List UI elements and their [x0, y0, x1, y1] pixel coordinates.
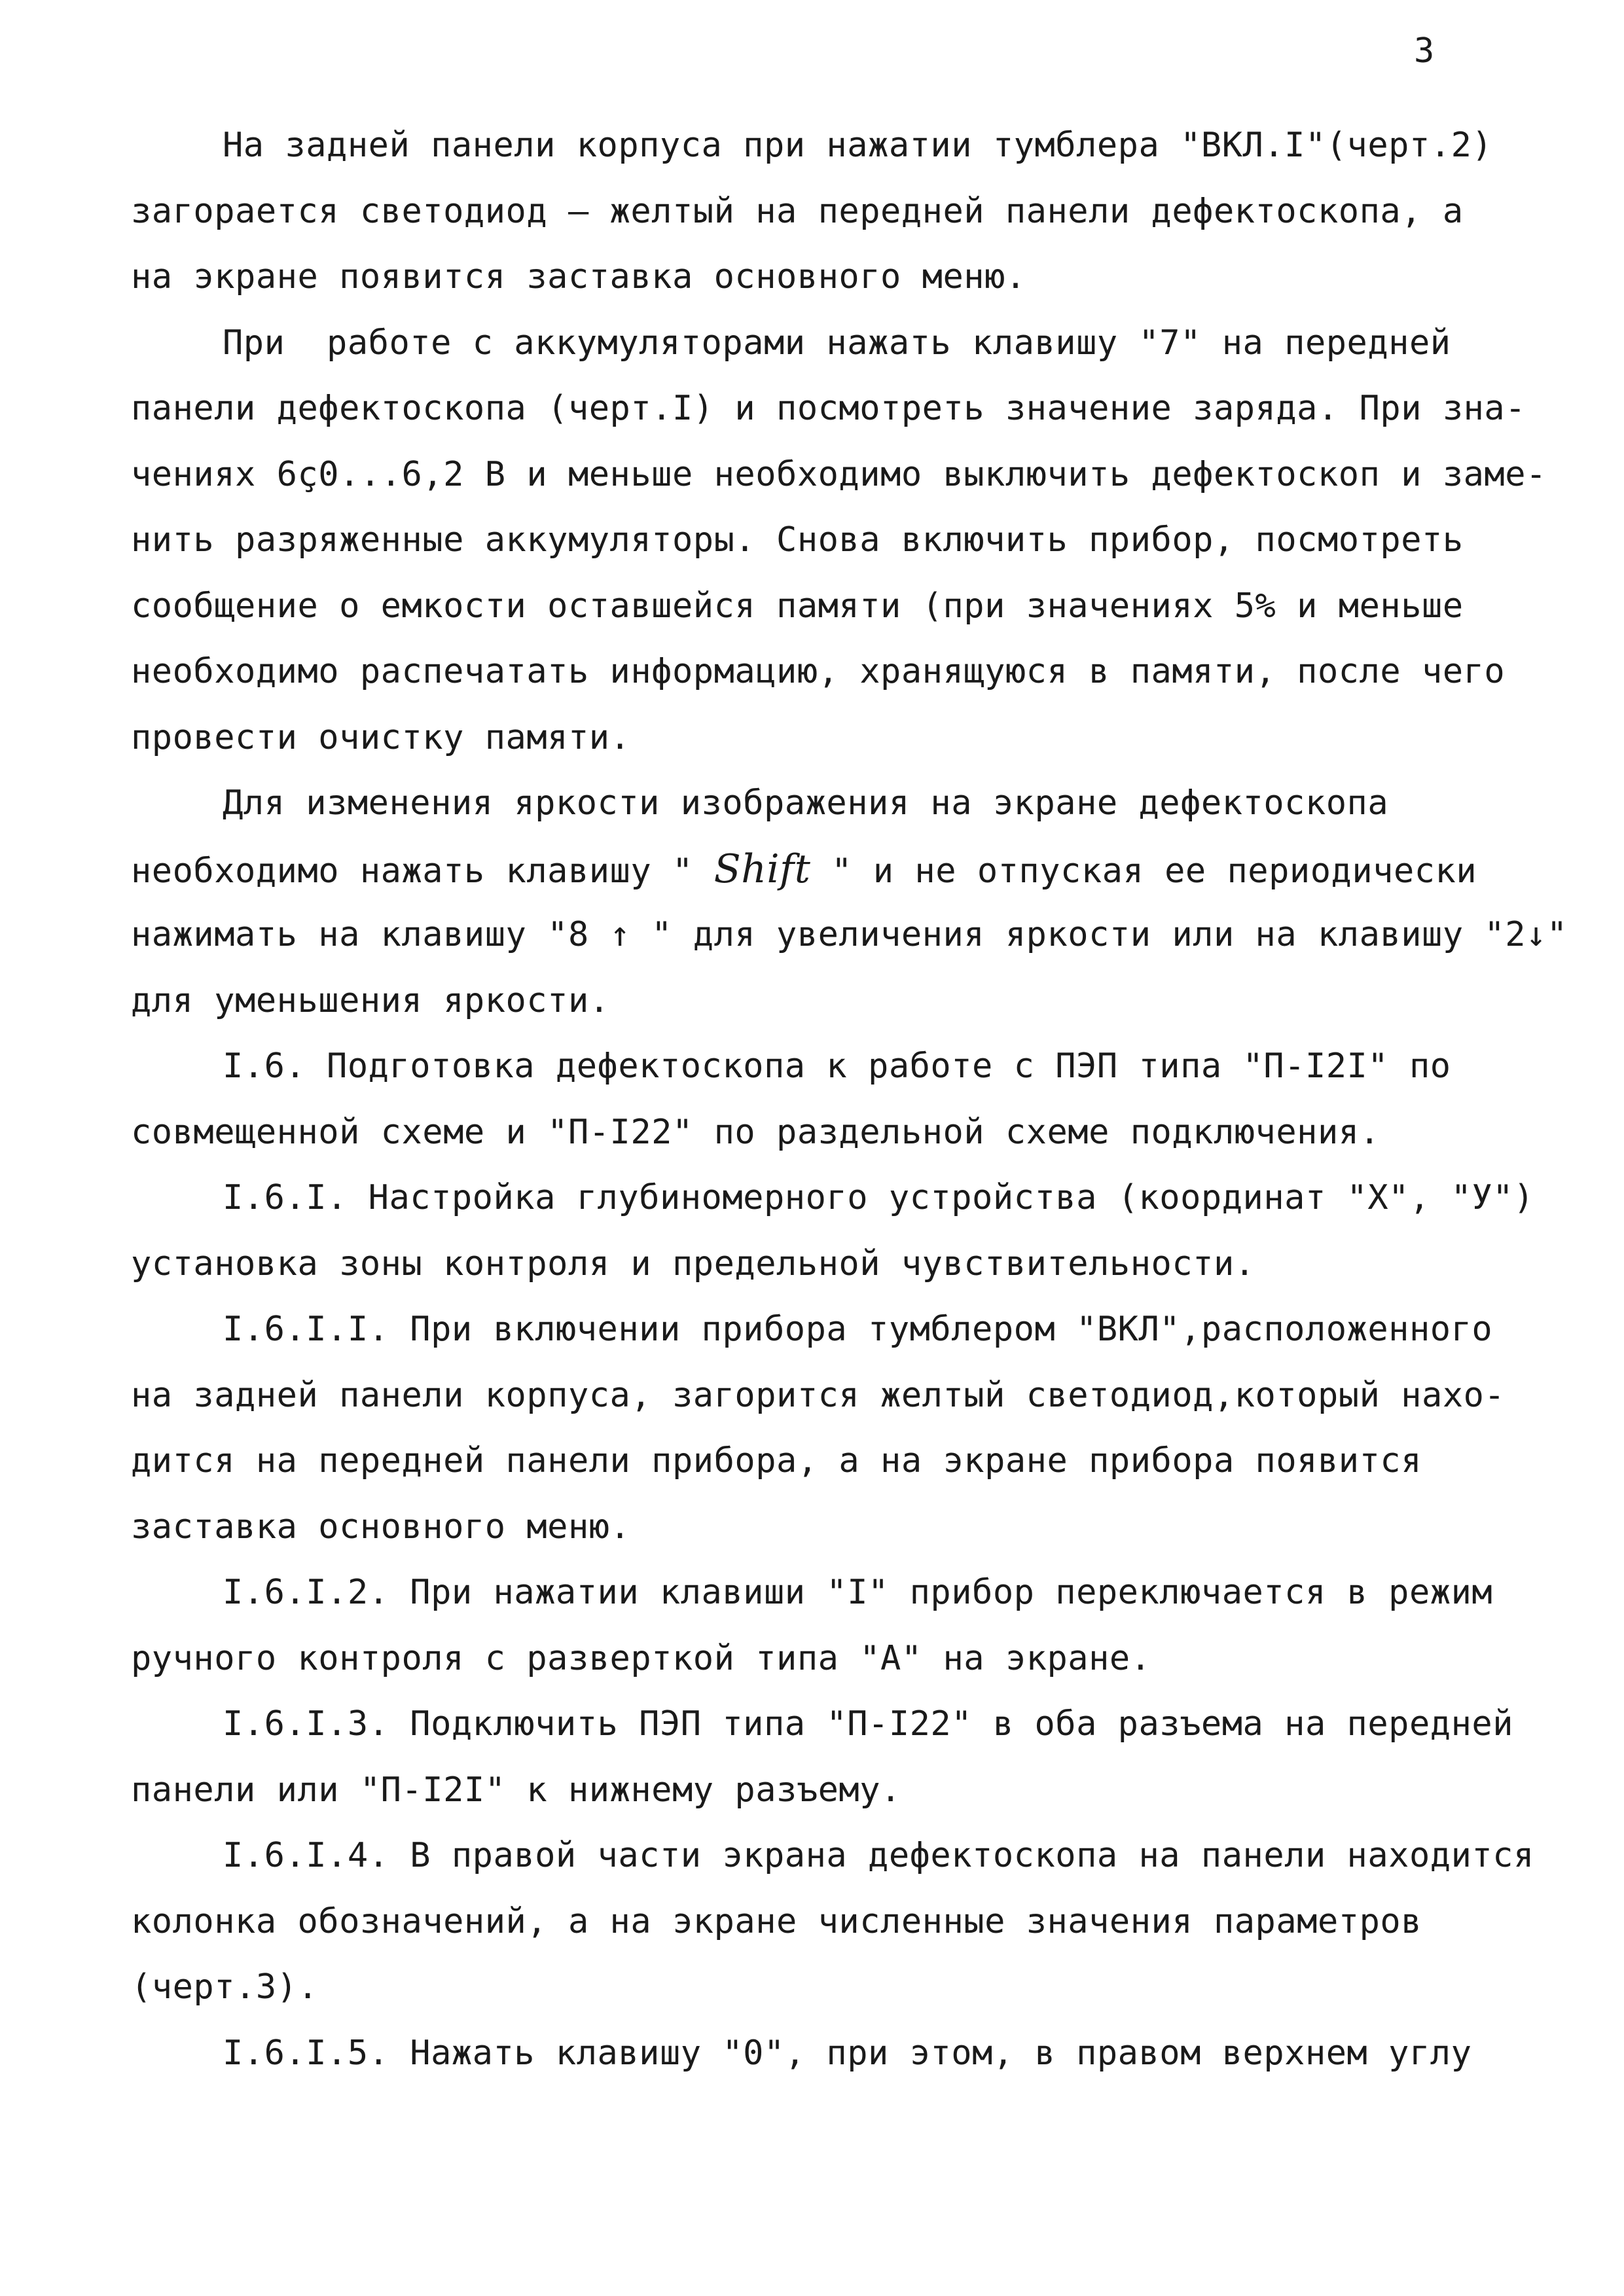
- paragraph: [131, 770, 1568, 1033]
- paragraph: [131, 1033, 1519, 1165]
- paragraph: [131, 1823, 1534, 2020]
- text-line: для уменьшения яркости.: [131, 980, 610, 1020]
- text-line: заставка основного меню.: [131, 1507, 631, 1547]
- paragraph: [131, 113, 1519, 310]
- text-line: I.6.I.2. При нажатии клавиши "I" прибор переключается в режим: [223, 1573, 1493, 1612]
- text-line: При работе с аккумуляторами нажать клавишу "7" на передней: [223, 323, 1451, 363]
- text-line: необходимо нажать клавишу " Shift " и не отпуская ее периодически: [131, 846, 1477, 892]
- text-line: провести очистку памяти.: [131, 717, 631, 757]
- paragraph: [131, 1691, 1519, 1823]
- text-line: сообщение о емкости оставшейся памяти (при значениях 5% и меньше: [131, 586, 1464, 626]
- text-line: I.6.I. Настройка глубиномерного устройства (координат "Х", "У"): [223, 1178, 1534, 1217]
- paragraph: [131, 1297, 1519, 1560]
- text-line: дится на передней панели прибора, а на экране прибора появится: [131, 1441, 1422, 1480]
- page-number: 3: [1414, 31, 1435, 71]
- paragraph: [131, 1560, 1519, 1691]
- paragraph: [131, 310, 1547, 771]
- text-line: I.6.I.4. В правой части экрана дефектоскопа на панели находится: [223, 1836, 1534, 1875]
- text-line: I.6.I.3. Подключить ПЭП типа "П-I22" в оба разъема на передней: [223, 1704, 1514, 1744]
- text-line: I.6.I.5. Нажать клавишу "0", при этом, в правом верхнем углу: [223, 2033, 1472, 2073]
- text-line: (черт.3).: [131, 1967, 319, 2007]
- paragraph: [131, 1165, 1534, 1297]
- handwritten-word: Shift: [713, 846, 811, 892]
- text-line: совмещенной схеме и "П-I22" по раздельной схеме подключения.: [131, 1112, 1380, 1152]
- text-line: I.6.I.I. При включении прибора тумблером "ВКЛ",расположенного: [223, 1310, 1493, 1349]
- text-line: панели или "П-I2I" к нижнему разъему.: [131, 1770, 901, 1810]
- text-line: нить разряженные аккумуляторы. Снова включить прибор, посмотреть: [131, 520, 1464, 560]
- body-text: [131, 113, 1568, 2086]
- text-line: панели дефектоскопа (черт.I) и посмотреть значение заряда. При зна-: [131, 389, 1526, 428]
- text-line: необходимо распечатать информацию, хранящуюся в памяти, после чего: [131, 652, 1506, 691]
- text-line: колонка обозначений, а на экране численные значения параметров: [131, 1901, 1422, 1941]
- text-line: установка зоны контроля и предельной чувствительности.: [131, 1244, 1255, 1283]
- text-line: на экране появится заставка основного меню.: [131, 257, 1026, 296]
- text-line: чениях 6ç0...6,2 В и меньше необходимо выключить дефектоскоп и заме-: [131, 454, 1547, 494]
- text-line: Для изменения яркости изображения на экране дефектоскопа: [223, 783, 1389, 823]
- text-line: на задней панели корпуса, загорится желтый светодиод,который нахо-: [131, 1375, 1506, 1415]
- paragraph: [131, 2020, 1519, 2087]
- text-line: загорается светодиод – желтый на передней панели дефектоскопа, а: [131, 191, 1464, 231]
- text-line: нажимать на клавишу "8 ↑ " для увеличения яркости или на клавишу "2↓": [131, 915, 1568, 954]
- text-line: I.6. Подготовка дефектоскопа к работе с ПЭП типа "П-I2I" по: [223, 1047, 1451, 1086]
- text-line: ручного контроля с разверткой типа "А" на экране.: [131, 1638, 1151, 1678]
- text-line: На задней панели корпуса при нажатии тумблера "ВКЛ.I"(черт.2): [223, 126, 1493, 165]
